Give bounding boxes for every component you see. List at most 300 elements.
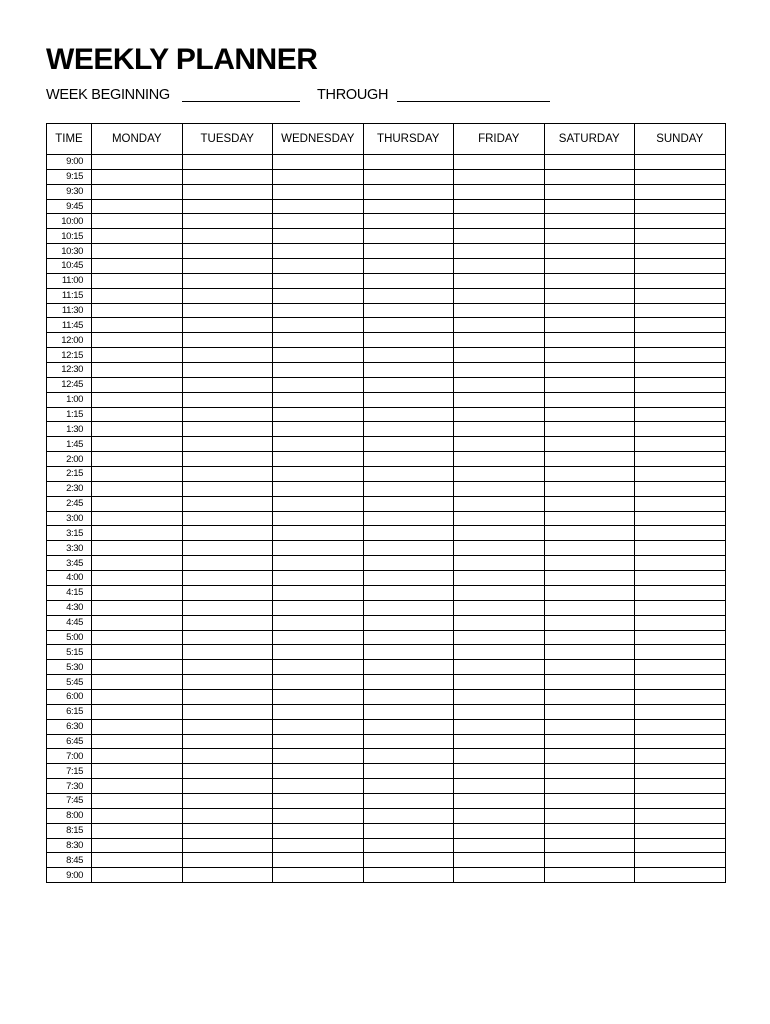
slot-cell-monday[interactable]: [92, 437, 183, 452]
slot-cell-sunday[interactable]: [635, 303, 726, 318]
slot-cell-wednesday[interactable]: [273, 675, 364, 690]
slot-cell-sunday[interactable]: [635, 556, 726, 571]
slot-cell-monday[interactable]: [92, 541, 183, 556]
slot-cell-wednesday[interactable]: [273, 630, 364, 645]
slot-cell-tuesday[interactable]: [182, 660, 273, 675]
slot-cell-monday[interactable]: [92, 214, 183, 229]
slot-cell-tuesday[interactable]: [182, 675, 273, 690]
slot-cell-saturday[interactable]: [544, 734, 635, 749]
slot-cell-sunday[interactable]: [635, 467, 726, 482]
slot-cell-wednesday[interactable]: [273, 199, 364, 214]
slot-cell-tuesday[interactable]: [182, 199, 273, 214]
slot-cell-saturday[interactable]: [544, 467, 635, 482]
slot-cell-wednesday[interactable]: [273, 422, 364, 437]
slot-cell-saturday[interactable]: [544, 556, 635, 571]
slot-cell-monday[interactable]: [92, 585, 183, 600]
slot-cell-monday[interactable]: [92, 392, 183, 407]
slot-cell-thursday[interactable]: [363, 793, 454, 808]
slot-cell-friday[interactable]: [454, 333, 545, 348]
slot-cell-wednesday[interactable]: [273, 273, 364, 288]
slot-cell-tuesday[interactable]: [182, 793, 273, 808]
slot-cell-thursday[interactable]: [363, 823, 454, 838]
slot-cell-sunday[interactable]: [635, 511, 726, 526]
slot-cell-thursday[interactable]: [363, 511, 454, 526]
slot-cell-saturday[interactable]: [544, 169, 635, 184]
slot-cell-friday[interactable]: [454, 749, 545, 764]
slot-cell-monday[interactable]: [92, 719, 183, 734]
slot-cell-sunday[interactable]: [635, 526, 726, 541]
slot-cell-friday[interactable]: [454, 273, 545, 288]
slot-cell-sunday[interactable]: [635, 452, 726, 467]
slot-cell-monday[interactable]: [92, 184, 183, 199]
slot-cell-friday[interactable]: [454, 303, 545, 318]
slot-cell-saturday[interactable]: [544, 259, 635, 274]
slot-cell-monday[interactable]: [92, 511, 183, 526]
slot-cell-sunday[interactable]: [635, 719, 726, 734]
slot-cell-saturday[interactable]: [544, 511, 635, 526]
slot-cell-saturday[interactable]: [544, 377, 635, 392]
slot-cell-sunday[interactable]: [635, 407, 726, 422]
slot-cell-saturday[interactable]: [544, 244, 635, 259]
slot-cell-monday[interactable]: [92, 229, 183, 244]
slot-cell-tuesday[interactable]: [182, 541, 273, 556]
slot-cell-saturday[interactable]: [544, 541, 635, 556]
slot-cell-monday[interactable]: [92, 630, 183, 645]
slot-cell-wednesday[interactable]: [273, 363, 364, 378]
slot-cell-tuesday[interactable]: [182, 273, 273, 288]
slot-cell-saturday[interactable]: [544, 779, 635, 794]
slot-cell-wednesday[interactable]: [273, 511, 364, 526]
slot-cell-wednesday[interactable]: [273, 600, 364, 615]
slot-cell-friday[interactable]: [454, 184, 545, 199]
slot-cell-monday[interactable]: [92, 868, 183, 883]
slot-cell-thursday[interactable]: [363, 704, 454, 719]
slot-cell-thursday[interactable]: [363, 853, 454, 868]
slot-cell-tuesday[interactable]: [182, 749, 273, 764]
slot-cell-monday[interactable]: [92, 303, 183, 318]
slot-cell-monday[interactable]: [92, 363, 183, 378]
slot-cell-wednesday[interactable]: [273, 155, 364, 170]
slot-cell-tuesday[interactable]: [182, 779, 273, 794]
slot-cell-wednesday[interactable]: [273, 244, 364, 259]
slot-cell-saturday[interactable]: [544, 392, 635, 407]
slot-cell-friday[interactable]: [454, 675, 545, 690]
slot-cell-friday[interactable]: [454, 244, 545, 259]
slot-cell-thursday[interactable]: [363, 303, 454, 318]
slot-cell-tuesday[interactable]: [182, 571, 273, 586]
slot-cell-wednesday[interactable]: [273, 793, 364, 808]
slot-cell-monday[interactable]: [92, 838, 183, 853]
slot-cell-tuesday[interactable]: [182, 645, 273, 660]
slot-cell-tuesday[interactable]: [182, 481, 273, 496]
slot-cell-friday[interactable]: [454, 467, 545, 482]
slot-cell-friday[interactable]: [454, 214, 545, 229]
slot-cell-monday[interactable]: [92, 823, 183, 838]
slot-cell-thursday[interactable]: [363, 392, 454, 407]
slot-cell-monday[interactable]: [92, 571, 183, 586]
slot-cell-monday[interactable]: [92, 496, 183, 511]
slot-cell-sunday[interactable]: [635, 184, 726, 199]
slot-cell-monday[interactable]: [92, 481, 183, 496]
slot-cell-tuesday[interactable]: [182, 184, 273, 199]
slot-cell-sunday[interactable]: [635, 422, 726, 437]
slot-cell-thursday[interactable]: [363, 481, 454, 496]
slot-cell-saturday[interactable]: [544, 452, 635, 467]
slot-cell-tuesday[interactable]: [182, 823, 273, 838]
slot-cell-thursday[interactable]: [363, 749, 454, 764]
slot-cell-wednesday[interactable]: [273, 377, 364, 392]
slot-cell-tuesday[interactable]: [182, 600, 273, 615]
slot-cell-saturday[interactable]: [544, 184, 635, 199]
slot-cell-thursday[interactable]: [363, 615, 454, 630]
slot-cell-monday[interactable]: [92, 600, 183, 615]
slot-cell-sunday[interactable]: [635, 229, 726, 244]
slot-cell-saturday[interactable]: [544, 303, 635, 318]
slot-cell-saturday[interactable]: [544, 585, 635, 600]
slot-cell-thursday[interactable]: [363, 541, 454, 556]
slot-cell-wednesday[interactable]: [273, 481, 364, 496]
slot-cell-saturday[interactable]: [544, 645, 635, 660]
slot-cell-saturday[interactable]: [544, 199, 635, 214]
slot-cell-thursday[interactable]: [363, 660, 454, 675]
slot-cell-saturday[interactable]: [544, 571, 635, 586]
slot-cell-thursday[interactable]: [363, 333, 454, 348]
slot-cell-wednesday[interactable]: [273, 318, 364, 333]
slot-cell-sunday[interactable]: [635, 853, 726, 868]
slot-cell-saturday[interactable]: [544, 363, 635, 378]
slot-cell-wednesday[interactable]: [273, 541, 364, 556]
slot-cell-wednesday[interactable]: [273, 764, 364, 779]
slot-cell-tuesday[interactable]: [182, 808, 273, 823]
slot-cell-sunday[interactable]: [635, 259, 726, 274]
slot-cell-tuesday[interactable]: [182, 169, 273, 184]
slot-cell-monday[interactable]: [92, 467, 183, 482]
slot-cell-monday[interactable]: [92, 615, 183, 630]
slot-cell-monday[interactable]: [92, 407, 183, 422]
slot-cell-wednesday[interactable]: [273, 184, 364, 199]
slot-cell-sunday[interactable]: [635, 675, 726, 690]
slot-cell-sunday[interactable]: [635, 600, 726, 615]
slot-cell-saturday[interactable]: [544, 675, 635, 690]
slot-cell-sunday[interactable]: [635, 155, 726, 170]
slot-cell-sunday[interactable]: [635, 244, 726, 259]
slot-cell-monday[interactable]: [92, 169, 183, 184]
slot-cell-tuesday[interactable]: [182, 244, 273, 259]
slot-cell-friday[interactable]: [454, 689, 545, 704]
slot-cell-monday[interactable]: [92, 422, 183, 437]
slot-cell-monday[interactable]: [92, 749, 183, 764]
slot-cell-thursday[interactable]: [363, 377, 454, 392]
slot-cell-saturday[interactable]: [544, 422, 635, 437]
slot-cell-wednesday[interactable]: [273, 437, 364, 452]
slot-cell-thursday[interactable]: [363, 244, 454, 259]
slot-cell-monday[interactable]: [92, 199, 183, 214]
slot-cell-friday[interactable]: [454, 571, 545, 586]
slot-cell-tuesday[interactable]: [182, 853, 273, 868]
slot-cell-tuesday[interactable]: [182, 363, 273, 378]
slot-cell-sunday[interactable]: [635, 615, 726, 630]
slot-cell-sunday[interactable]: [635, 808, 726, 823]
slot-cell-friday[interactable]: [454, 348, 545, 363]
slot-cell-friday[interactable]: [454, 615, 545, 630]
slot-cell-wednesday[interactable]: [273, 853, 364, 868]
slot-cell-sunday[interactable]: [635, 214, 726, 229]
slot-cell-friday[interactable]: [454, 452, 545, 467]
slot-cell-thursday[interactable]: [363, 259, 454, 274]
slot-cell-friday[interactable]: [454, 853, 545, 868]
slot-cell-thursday[interactable]: [363, 838, 454, 853]
slot-cell-sunday[interactable]: [635, 838, 726, 853]
slot-cell-friday[interactable]: [454, 838, 545, 853]
slot-cell-thursday[interactable]: [363, 288, 454, 303]
slot-cell-friday[interactable]: [454, 259, 545, 274]
slot-cell-monday[interactable]: [92, 793, 183, 808]
slot-cell-wednesday[interactable]: [273, 734, 364, 749]
slot-cell-wednesday[interactable]: [273, 571, 364, 586]
slot-cell-monday[interactable]: [92, 155, 183, 170]
slot-cell-wednesday[interactable]: [273, 838, 364, 853]
slot-cell-saturday[interactable]: [544, 838, 635, 853]
slot-cell-monday[interactable]: [92, 764, 183, 779]
slot-cell-friday[interactable]: [454, 719, 545, 734]
slot-cell-friday[interactable]: [454, 199, 545, 214]
slot-cell-wednesday[interactable]: [273, 526, 364, 541]
slot-cell-saturday[interactable]: [544, 437, 635, 452]
slot-cell-sunday[interactable]: [635, 779, 726, 794]
slot-cell-tuesday[interactable]: [182, 764, 273, 779]
slot-cell-monday[interactable]: [92, 452, 183, 467]
slot-cell-saturday[interactable]: [544, 630, 635, 645]
slot-cell-monday[interactable]: [92, 853, 183, 868]
slot-cell-sunday[interactable]: [635, 571, 726, 586]
slot-cell-monday[interactable]: [92, 779, 183, 794]
slot-cell-friday[interactable]: [454, 229, 545, 244]
slot-cell-wednesday[interactable]: [273, 704, 364, 719]
slot-cell-saturday[interactable]: [544, 764, 635, 779]
slot-cell-tuesday[interactable]: [182, 704, 273, 719]
slot-cell-thursday[interactable]: [363, 155, 454, 170]
slot-cell-tuesday[interactable]: [182, 155, 273, 170]
slot-cell-friday[interactable]: [454, 734, 545, 749]
slot-cell-wednesday[interactable]: [273, 333, 364, 348]
slot-cell-friday[interactable]: [454, 808, 545, 823]
slot-cell-saturday[interactable]: [544, 868, 635, 883]
slot-cell-sunday[interactable]: [635, 199, 726, 214]
slot-cell-sunday[interactable]: [635, 333, 726, 348]
slot-cell-sunday[interactable]: [635, 169, 726, 184]
slot-cell-sunday[interactable]: [635, 363, 726, 378]
slot-cell-wednesday[interactable]: [273, 452, 364, 467]
slot-cell-wednesday[interactable]: [273, 615, 364, 630]
slot-cell-monday[interactable]: [92, 348, 183, 363]
slot-cell-friday[interactable]: [454, 496, 545, 511]
slot-cell-monday[interactable]: [92, 273, 183, 288]
slot-cell-friday[interactable]: [454, 630, 545, 645]
slot-cell-saturday[interactable]: [544, 318, 635, 333]
slot-cell-sunday[interactable]: [635, 868, 726, 883]
slot-cell-wednesday[interactable]: [273, 288, 364, 303]
through-field[interactable]: [397, 101, 550, 102]
slot-cell-tuesday[interactable]: [182, 734, 273, 749]
slot-cell-thursday[interactable]: [363, 734, 454, 749]
slot-cell-monday[interactable]: [92, 556, 183, 571]
slot-cell-monday[interactable]: [92, 318, 183, 333]
slot-cell-friday[interactable]: [454, 407, 545, 422]
slot-cell-wednesday[interactable]: [273, 407, 364, 422]
slot-cell-saturday[interactable]: [544, 407, 635, 422]
slot-cell-sunday[interactable]: [635, 689, 726, 704]
slot-cell-friday[interactable]: [454, 779, 545, 794]
slot-cell-saturday[interactable]: [544, 273, 635, 288]
slot-cell-tuesday[interactable]: [182, 259, 273, 274]
slot-cell-tuesday[interactable]: [182, 422, 273, 437]
slot-cell-monday[interactable]: [92, 377, 183, 392]
slot-cell-saturday[interactable]: [544, 615, 635, 630]
slot-cell-tuesday[interactable]: [182, 318, 273, 333]
slot-cell-saturday[interactable]: [544, 600, 635, 615]
slot-cell-tuesday[interactable]: [182, 437, 273, 452]
slot-cell-monday[interactable]: [92, 808, 183, 823]
slot-cell-tuesday[interactable]: [182, 511, 273, 526]
slot-cell-wednesday[interactable]: [273, 229, 364, 244]
slot-cell-thursday[interactable]: [363, 645, 454, 660]
slot-cell-saturday[interactable]: [544, 689, 635, 704]
slot-cell-thursday[interactable]: [363, 571, 454, 586]
slot-cell-tuesday[interactable]: [182, 452, 273, 467]
slot-cell-monday[interactable]: [92, 734, 183, 749]
slot-cell-thursday[interactable]: [363, 437, 454, 452]
slot-cell-wednesday[interactable]: [273, 660, 364, 675]
slot-cell-thursday[interactable]: [363, 556, 454, 571]
slot-cell-sunday[interactable]: [635, 348, 726, 363]
slot-cell-friday[interactable]: [454, 526, 545, 541]
slot-cell-friday[interactable]: [454, 422, 545, 437]
slot-cell-friday[interactable]: [454, 764, 545, 779]
slot-cell-thursday[interactable]: [363, 779, 454, 794]
slot-cell-sunday[interactable]: [635, 273, 726, 288]
slot-cell-saturday[interactable]: [544, 333, 635, 348]
slot-cell-saturday[interactable]: [544, 496, 635, 511]
slot-cell-monday[interactable]: [92, 259, 183, 274]
slot-cell-tuesday[interactable]: [182, 392, 273, 407]
slot-cell-saturday[interactable]: [544, 823, 635, 838]
slot-cell-monday[interactable]: [92, 689, 183, 704]
slot-cell-wednesday[interactable]: [273, 645, 364, 660]
slot-cell-friday[interactable]: [454, 288, 545, 303]
slot-cell-thursday[interactable]: [363, 808, 454, 823]
slot-cell-wednesday[interactable]: [273, 467, 364, 482]
slot-cell-thursday[interactable]: [363, 184, 454, 199]
slot-cell-tuesday[interactable]: [182, 585, 273, 600]
slot-cell-tuesday[interactable]: [182, 689, 273, 704]
slot-cell-thursday[interactable]: [363, 689, 454, 704]
slot-cell-sunday[interactable]: [635, 318, 726, 333]
slot-cell-saturday[interactable]: [544, 808, 635, 823]
slot-cell-wednesday[interactable]: [273, 779, 364, 794]
slot-cell-wednesday[interactable]: [273, 749, 364, 764]
slot-cell-monday[interactable]: [92, 526, 183, 541]
slot-cell-friday[interactable]: [454, 318, 545, 333]
slot-cell-saturday[interactable]: [544, 214, 635, 229]
slot-cell-wednesday[interactable]: [273, 169, 364, 184]
slot-cell-saturday[interactable]: [544, 229, 635, 244]
slot-cell-sunday[interactable]: [635, 496, 726, 511]
slot-cell-wednesday[interactable]: [273, 808, 364, 823]
slot-cell-tuesday[interactable]: [182, 348, 273, 363]
slot-cell-wednesday[interactable]: [273, 259, 364, 274]
slot-cell-sunday[interactable]: [635, 541, 726, 556]
slot-cell-sunday[interactable]: [635, 734, 726, 749]
slot-cell-thursday[interactable]: [363, 422, 454, 437]
slot-cell-friday[interactable]: [454, 704, 545, 719]
slot-cell-saturday[interactable]: [544, 853, 635, 868]
slot-cell-sunday[interactable]: [635, 645, 726, 660]
slot-cell-tuesday[interactable]: [182, 407, 273, 422]
slot-cell-saturday[interactable]: [544, 526, 635, 541]
slot-cell-thursday[interactable]: [363, 585, 454, 600]
slot-cell-thursday[interactable]: [363, 630, 454, 645]
slot-cell-wednesday[interactable]: [273, 719, 364, 734]
slot-cell-thursday[interactable]: [363, 868, 454, 883]
slot-cell-sunday[interactable]: [635, 793, 726, 808]
slot-cell-wednesday[interactable]: [273, 348, 364, 363]
slot-cell-sunday[interactable]: [635, 437, 726, 452]
slot-cell-saturday[interactable]: [544, 155, 635, 170]
slot-cell-sunday[interactable]: [635, 585, 726, 600]
slot-cell-wednesday[interactable]: [273, 689, 364, 704]
slot-cell-sunday[interactable]: [635, 481, 726, 496]
slot-cell-friday[interactable]: [454, 541, 545, 556]
slot-cell-thursday[interactable]: [363, 467, 454, 482]
slot-cell-tuesday[interactable]: [182, 838, 273, 853]
slot-cell-sunday[interactable]: [635, 392, 726, 407]
slot-cell-saturday[interactable]: [544, 481, 635, 496]
slot-cell-thursday[interactable]: [363, 169, 454, 184]
slot-cell-tuesday[interactable]: [182, 288, 273, 303]
slot-cell-wednesday[interactable]: [273, 214, 364, 229]
slot-cell-saturday[interactable]: [544, 719, 635, 734]
slot-cell-sunday[interactable]: [635, 660, 726, 675]
slot-cell-thursday[interactable]: [363, 199, 454, 214]
slot-cell-friday[interactable]: [454, 793, 545, 808]
slot-cell-friday[interactable]: [454, 363, 545, 378]
slot-cell-sunday[interactable]: [635, 749, 726, 764]
slot-cell-thursday[interactable]: [363, 452, 454, 467]
slot-cell-thursday[interactable]: [363, 348, 454, 363]
slot-cell-wednesday[interactable]: [273, 585, 364, 600]
slot-cell-monday[interactable]: [92, 288, 183, 303]
slot-cell-thursday[interactable]: [363, 214, 454, 229]
slot-cell-tuesday[interactable]: [182, 630, 273, 645]
slot-cell-tuesday[interactable]: [182, 556, 273, 571]
slot-cell-friday[interactable]: [454, 556, 545, 571]
slot-cell-tuesday[interactable]: [182, 377, 273, 392]
slot-cell-friday[interactable]: [454, 481, 545, 496]
slot-cell-wednesday[interactable]: [273, 392, 364, 407]
slot-cell-monday[interactable]: [92, 645, 183, 660]
slot-cell-tuesday[interactable]: [182, 229, 273, 244]
slot-cell-thursday[interactable]: [363, 318, 454, 333]
slot-cell-tuesday[interactable]: [182, 467, 273, 482]
slot-cell-thursday[interactable]: [363, 229, 454, 244]
week-beginning-field[interactable]: [182, 101, 300, 102]
slot-cell-saturday[interactable]: [544, 749, 635, 764]
slot-cell-tuesday[interactable]: [182, 526, 273, 541]
slot-cell-monday[interactable]: [92, 333, 183, 348]
slot-cell-wednesday[interactable]: [273, 556, 364, 571]
slot-cell-saturday[interactable]: [544, 660, 635, 675]
slot-cell-tuesday[interactable]: [182, 719, 273, 734]
